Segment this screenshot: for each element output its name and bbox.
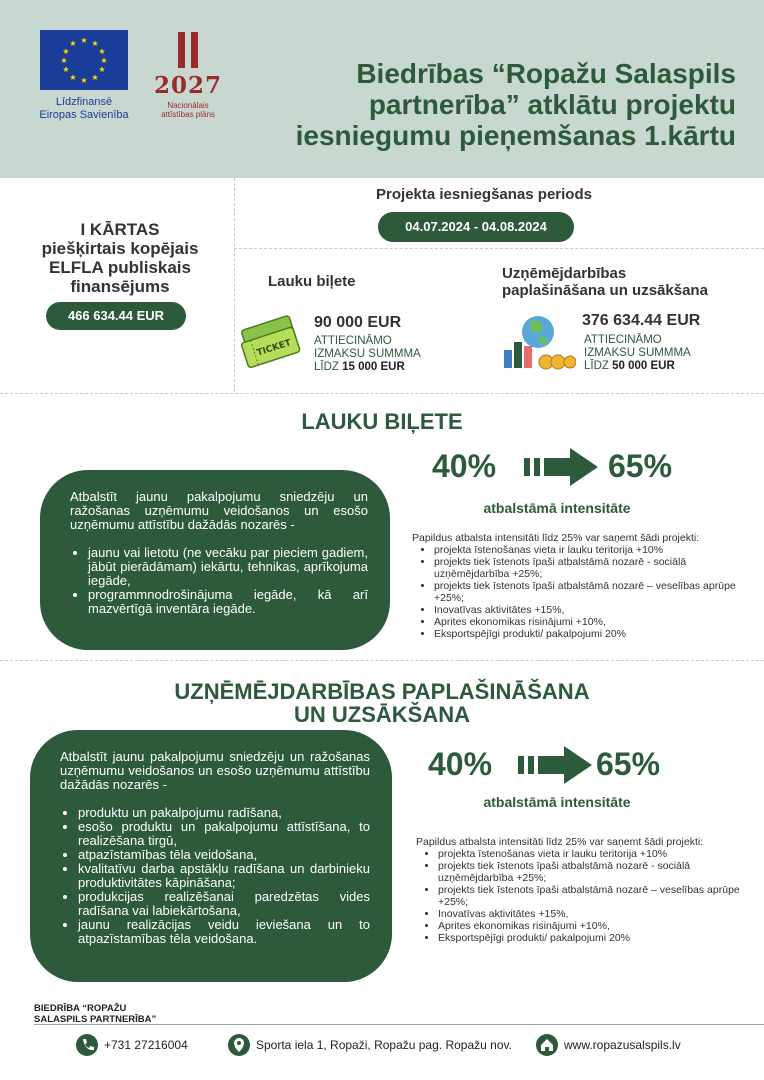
divider-horizontal bbox=[234, 248, 764, 249]
list-item: • programmnodrošinājuma iegāde, kā arī mazvērtīgā inventāra iegāde. bbox=[88, 588, 368, 616]
list-item: • Eksportspējīgi produkti/ pakalpojumi 20% bbox=[434, 628, 742, 640]
list-item: • projekts tiek īstenots īpaši atbalstāmā nozarē – veselības aprūpe +25%; bbox=[438, 884, 746, 908]
eu-caption-line2: Eiropas Savienība bbox=[39, 109, 129, 121]
funding-label-line2: piešķirtais kopējais bbox=[41, 239, 199, 258]
eu-flag-logo bbox=[40, 30, 128, 90]
nap-caption-line2: attīstības plāns bbox=[161, 110, 215, 119]
list-item: • atpazīstamības tēla veidošana, bbox=[78, 848, 370, 862]
section1-intro: Atbalstīt jaunu pakalpojumu sniedzēju un ražošanas uzņēmumu veidošanos un esošo uzņēmumu attīstību dažādās nozarēs - bbox=[70, 489, 368, 532]
list-item: • Aprites ekonomikas risinājumi +10%, bbox=[434, 616, 742, 628]
section1-pct-to: 65% bbox=[608, 448, 673, 484]
svg-text:★: ★ bbox=[60, 56, 68, 65]
list-item: • projekta īstenošanas vieta ir lauku teritorija +10% bbox=[434, 544, 742, 556]
funding-label bbox=[20, 220, 220, 296]
nap-caption-line1: Nacionālais bbox=[167, 101, 209, 110]
svg-text:★: ★ bbox=[91, 39, 99, 48]
footer-divider bbox=[34, 1024, 764, 1025]
lauku-amount: 90 000 EUR bbox=[314, 314, 402, 331]
svg-text:★: ★ bbox=[62, 47, 70, 56]
list-item: • jaunu vai lietotu (ne vecāku par pieciem gadiem, jābūt pierādāmam) iekārtu, tehnikas, aprīkojuma iegāde, bbox=[88, 546, 368, 588]
lauku-line2: IZMAKSU SUMMMA bbox=[314, 348, 421, 360]
list-item: • jaunu realizācijas veidu ieviešana un to atpazīstamības tēla veidošana. bbox=[78, 918, 370, 946]
phone-icon bbox=[76, 1034, 98, 1056]
arrow-right-icon bbox=[522, 446, 600, 488]
funding-label-line1: I KĀRTAS bbox=[80, 220, 160, 239]
uzn-line2: IZMAKSU SUMMMA bbox=[584, 347, 691, 359]
section2-pct-to: 65% bbox=[596, 746, 661, 782]
lauku-line3-prefix: LĪDZ bbox=[314, 361, 343, 373]
svg-text:★: ★ bbox=[80, 36, 88, 45]
funding-total-badge: 466 634.44 EUR bbox=[46, 302, 186, 330]
ticket-icon bbox=[236, 314, 306, 370]
footer-org-line2: SALASPILS PARTNERĪBA” bbox=[34, 1014, 157, 1025]
uzn-eligible-costs bbox=[584, 334, 691, 373]
section2-intro: Atbalstīt jaunu pakalpojumu sniedzēju un ražošanas uzņēmumu veidošanos un esošo uzņēmumu attīstību dažādās nozarēs - bbox=[60, 749, 370, 792]
section-separator bbox=[0, 393, 764, 394]
uznemejdarbiba-title bbox=[502, 265, 752, 299]
list-item: • Aprites ekonomikas risinājumi +10%, bbox=[438, 920, 746, 932]
location-pin-icon bbox=[228, 1034, 250, 1056]
lauku-bilete-title: Lauku biļete bbox=[268, 273, 356, 290]
list-item: • projekts tiek īstenots īpaši atbalstāmā nozarē - sociālā uzņēmējdarbība +25%; bbox=[434, 556, 742, 580]
section1-extra-intro: Papildus atbalsta intensitāti līdz 25% var saņemt šādi projekti: bbox=[412, 532, 700, 544]
uzn-title-line2: paplašināšana un uzsākšana bbox=[502, 282, 708, 299]
uzn-title-line1: Uzņēmējdarbības bbox=[502, 265, 627, 282]
list-item: • produktu un pakalpojumu radīšana, bbox=[78, 806, 370, 820]
list-item: • Inovatīvas aktivitātes +15%, bbox=[438, 908, 746, 920]
lauku-line1: ATTIECINĀMO bbox=[314, 335, 392, 347]
list-item: • esošo produktu un pakalpojumu attīstīšana, to realizēšana tirgū, bbox=[78, 820, 370, 848]
footer-address: Sporta iela 1, Ropaži, Ropažu pag. Ropažu nov. bbox=[256, 1038, 512, 1052]
svg-text:★: ★ bbox=[91, 73, 99, 82]
section1-extra-support bbox=[412, 532, 742, 640]
list-item: • produkcijas realizēšanai paredzētas vides radīšana vai labiekārtošana, bbox=[78, 890, 370, 918]
nap-2027-logo bbox=[176, 32, 200, 68]
arrow-right-icon bbox=[516, 744, 594, 786]
section2-title-line2: UN UZSĀKŠANA bbox=[294, 702, 470, 727]
list-item: • projekta īstenošanas vieta ir lauku teritorija +10% bbox=[438, 848, 746, 860]
uzn-line3-prefix: LĪDZ bbox=[584, 360, 613, 372]
section2-extra-intro: Papildus atbalsta intensitāti līdz 25% var saņemt šādi projekti: bbox=[416, 836, 704, 848]
svg-text:★: ★ bbox=[69, 39, 77, 48]
section2-title bbox=[0, 680, 764, 726]
section1-pct-from: 40% bbox=[432, 448, 497, 484]
section-separator bbox=[0, 660, 764, 661]
svg-text:★: ★ bbox=[98, 47, 106, 56]
svg-text:★: ★ bbox=[80, 76, 88, 85]
svg-text:★: ★ bbox=[100, 56, 108, 65]
section2-title-line1: UZŅĒMĒJDARBĪBAS PAPLAŠINĀŠANA bbox=[174, 679, 590, 704]
list-item: • Eksportspējīgi produkti/ pakalpojumi 20% bbox=[438, 932, 746, 944]
footer-phone-link[interactable]: +731 27216004 bbox=[104, 1038, 188, 1052]
uzn-max-value: 50 000 EUR bbox=[612, 360, 675, 372]
title-line1: Biedrības “Ropažu Salaspils bbox=[356, 58, 736, 89]
svg-text:★: ★ bbox=[69, 73, 77, 82]
period-dates-badge: 04.07.2024 - 04.08.2024 bbox=[378, 212, 574, 242]
footer-organization bbox=[34, 1003, 156, 1025]
svg-text:★: ★ bbox=[98, 65, 106, 74]
funding-label-line4: finansējums bbox=[70, 277, 170, 296]
divider-vertical bbox=[234, 178, 235, 392]
section2-description bbox=[30, 730, 392, 982]
title-line2: partnerība” atklātu projektu bbox=[368, 89, 736, 120]
title-line3: iesniegumu pieņemšanas 1.kārtu bbox=[295, 120, 736, 151]
eu-cofinance-caption bbox=[20, 96, 148, 122]
section2-extra-support bbox=[416, 836, 746, 944]
section1-intensity-label: atbalstāmā intensitāte bbox=[483, 500, 631, 516]
nap-year: 2027 bbox=[153, 72, 222, 99]
footer-org-line1: BIEDRĪBA “ROPAŽU bbox=[34, 1003, 127, 1014]
lauku-eligible-costs bbox=[314, 335, 421, 374]
lauku-max-value: 15 000 EUR bbox=[342, 361, 405, 373]
list-item: • Inovatīvas aktivitātes +15%, bbox=[434, 604, 742, 616]
section2-intensity-label: atbalstāmā intensitāte bbox=[483, 794, 631, 810]
section1-description bbox=[40, 470, 390, 650]
section1-title: LAUKU BIĻETE bbox=[301, 409, 463, 434]
footer-website-link[interactable]: www.ropazusalspils.lv bbox=[564, 1038, 681, 1052]
period-heading: Projekta iesniegšanas periods bbox=[376, 186, 592, 203]
ticket-icon-label: TICKET bbox=[255, 338, 293, 359]
page-title bbox=[200, 58, 736, 151]
home-icon bbox=[536, 1034, 558, 1056]
funding-label-line3: ELFLA publiskais bbox=[48, 258, 191, 277]
business-growth-icon bbox=[500, 312, 576, 374]
uzn-line1: ATTIECINĀMO bbox=[584, 334, 662, 346]
svg-text:★: ★ bbox=[62, 65, 70, 74]
section2-pct-from: 40% bbox=[428, 746, 493, 782]
list-item: • projekts tiek īstenots īpaši atbalstāmā nozarē – veselības aprūpe +25%; bbox=[434, 580, 742, 604]
list-item: • kvalitatīvu darba apstākļu radīšana un darbinieku produktivitātes kāpināšana; bbox=[78, 862, 370, 890]
list-item: • projekts tiek īstenots īpaši atbalstāmā nozarē - sociālā uzņēmējdarbība +25%; bbox=[438, 860, 746, 884]
uzn-amount: 376 634.44 EUR bbox=[582, 312, 701, 329]
eu-caption-line1: Līdzfinansē bbox=[55, 96, 113, 108]
